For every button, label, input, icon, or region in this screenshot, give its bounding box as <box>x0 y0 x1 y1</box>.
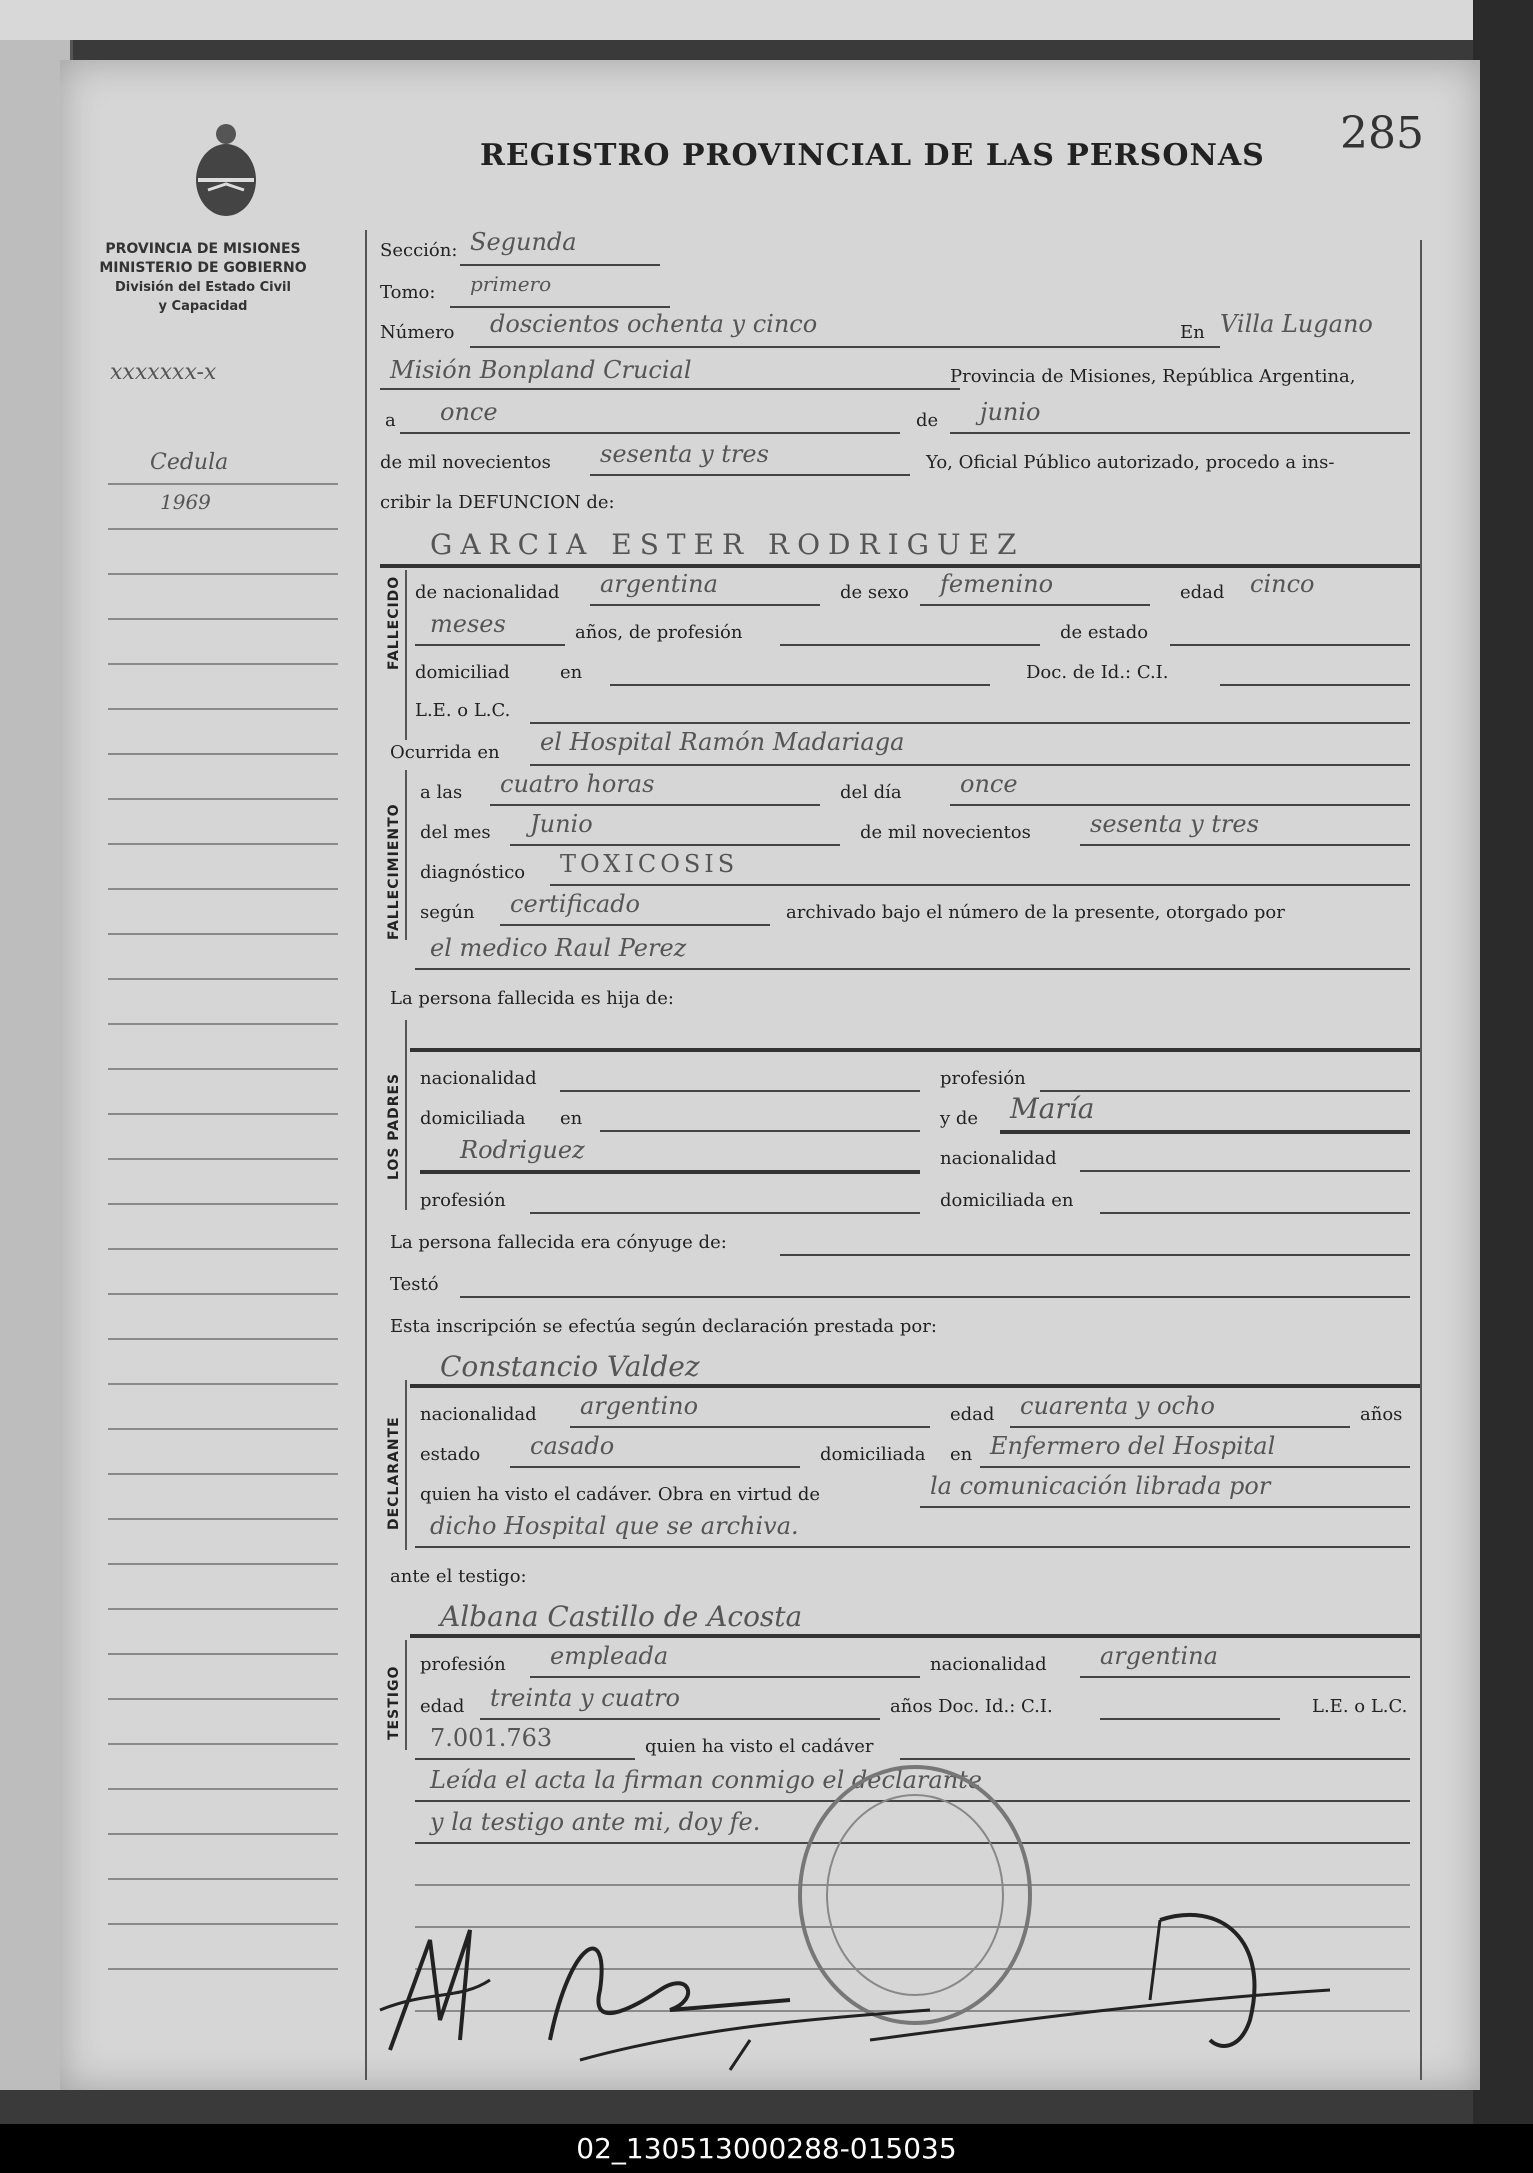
dia-underline <box>950 804 1410 806</box>
declarante-bracket <box>405 1380 407 1550</box>
a-label: a <box>385 410 396 431</box>
conyuge-underline <box>780 1254 1410 1256</box>
madre-surname-line <box>420 1170 920 1174</box>
fallecimiento-mil-label: de mil novecientos <box>860 822 1031 843</box>
numero-label: Número <box>380 322 455 343</box>
segun-label: según <box>420 902 475 923</box>
madre-value: María <box>1010 1092 1095 1125</box>
declarante-name-line <box>410 1384 1420 1388</box>
declarante-estado-value: casado <box>530 1432 615 1460</box>
fallecido-estado-underline <box>1170 644 1410 646</box>
madre-profesion-label: profesión <box>420 1190 506 1211</box>
page-number: 285 <box>1340 108 1424 159</box>
testigo-edad-underline <box>480 1718 880 1720</box>
de-underline <box>950 432 1410 434</box>
de-value: junio <box>980 398 1041 426</box>
testigo-section-label: TESTIGO <box>386 1665 402 1740</box>
fallecimiento-mil-underline <box>1080 844 1410 846</box>
horas-value: cuatro horas <box>500 770 655 798</box>
background-top <box>0 0 1533 40</box>
declarante-edad-label: edad <box>950 1404 995 1425</box>
fallecido-estado-label: de estado <box>1060 622 1149 643</box>
declarante-intro-text: Esta inscripción se efectúa según declaración prestada por: <box>390 1316 937 1337</box>
declarante-edad-underline <box>1010 1426 1350 1428</box>
horas-underline <box>490 804 820 806</box>
org-line-3: División del Estado Civil <box>115 280 291 295</box>
org-line-1: PROVINCIA DE MISIONES <box>105 241 301 257</box>
ocurrida-value: el Hospital Ramón Madariaga <box>540 728 905 756</box>
fallecido-name: GARCIA ESTER RODRIGUEZ <box>430 528 1025 561</box>
mes-label: del mes <box>420 822 491 843</box>
dia-value: once <box>960 770 1018 798</box>
testigo-profesion-underline <box>530 1676 920 1678</box>
fallecido-domiciliado-label: domiciliad <box>415 662 510 683</box>
declarante-nacionalidad-label: nacionalidad <box>420 1404 537 1425</box>
place-value: Misión Bonpland Crucial <box>390 356 692 384</box>
declarante-cadaver-text: quien ha visto el cadáver. Obra en virtud de <box>420 1484 821 1505</box>
testigo-doc-value-underline <box>415 1758 635 1760</box>
diagnostico-label: diagnóstico <box>420 862 526 883</box>
padre-domicilio-underline <box>600 1130 920 1132</box>
closing-line-2: y la testigo ante mi, doy fe. <box>430 1808 761 1836</box>
numero-value: doscientos ochenta y cinco <box>490 310 818 338</box>
diagnostico-value: TOXICOSIS <box>560 850 739 878</box>
fallecido-domicilio-underline <box>610 684 990 686</box>
book-binding <box>1473 0 1533 2173</box>
testigo-doc-underline <box>1100 1718 1280 1720</box>
en-label: En <box>1180 322 1205 343</box>
seccion-value: Segunda <box>470 228 577 256</box>
fallecido-nacionalidad-underline <box>590 604 820 606</box>
fallecido-le-underline <box>530 722 1410 724</box>
fallecido-section-label: FALLECIDO <box>386 575 402 670</box>
tomo-value: primero <box>470 272 552 296</box>
tomo-underline <box>450 306 670 308</box>
madre-value-2: Rodriguez <box>460 1136 585 1164</box>
declarante-section-label: DECLARANTE <box>386 1416 402 1530</box>
provincia-text: Provincia de Misiones, República Argentina, <box>950 366 1356 387</box>
fallecimiento-mil-value: sesenta y tres <box>1090 810 1259 838</box>
fallecido-nacionalidad-value: argentina <box>600 570 718 598</box>
fallecimiento-bracket <box>405 770 407 940</box>
padre-nacionalidad-label: nacionalidad <box>420 1068 537 1089</box>
place-underline <box>380 388 960 390</box>
madre-profesion-underline <box>530 1212 920 1214</box>
segun-underline <box>500 924 770 926</box>
declarante-edad-value: cuarenta y ocho <box>1020 1392 1215 1420</box>
fallecido-nacionalidad-label: de nacionalidad <box>415 582 560 603</box>
margin-note-1: xxxxxxx-x <box>110 360 217 385</box>
numero-underline <box>470 346 1220 348</box>
mil-label: de mil novecientos <box>380 452 551 473</box>
inscribir-text: cribir la DEFUNCION de: <box>380 492 615 513</box>
fallecido-edad-label: edad <box>1180 582 1225 603</box>
yde-label: y de <box>940 1108 979 1129</box>
testigo-anos-label: años Doc. Id.: C.I. <box>890 1696 1053 1717</box>
padres-intro-text: La persona fallecida es hija de: <box>390 988 674 1009</box>
testigo-intro-text: ante el testigo: <box>390 1566 527 1587</box>
testigo-bracket <box>405 1640 407 1750</box>
fallecido-profesion-underline <box>780 644 1040 646</box>
fallecido-anos-label: años, de profesión <box>575 622 743 643</box>
declarante-domiciliada-label: domiciliada <box>820 1444 926 1465</box>
declarante-estado-underline <box>510 1466 800 1468</box>
testigo-cadaver-text: quien ha visto el cadáver <box>645 1736 874 1757</box>
en-value: Villa Lugano <box>1220 310 1373 338</box>
fallecido-edad-value-2: meses <box>430 610 506 638</box>
testigo-edad-value: treinta y cuatro <box>490 1684 680 1712</box>
margin-note-2: Cedula <box>150 450 229 475</box>
fallecido-edad-underline <box>415 644 565 646</box>
diagnostico-underline <box>550 884 1410 886</box>
declarante-virtud-value-2: dicho Hospital que se archiva. <box>430 1512 799 1540</box>
margin-ruled-lines <box>108 440 338 1970</box>
register-page <box>60 60 1480 2090</box>
fallecido-le-label: L.E. o L.C. <box>415 700 511 721</box>
coat-of-arms-icon <box>188 120 264 220</box>
padre-en-label: en <box>560 1108 583 1129</box>
testo-underline <box>460 1296 1410 1298</box>
testo-label: Testó <box>390 1274 439 1295</box>
fallecido-name-line <box>380 564 1420 568</box>
issuing-authority <box>68 240 338 316</box>
de-label: de <box>916 410 939 431</box>
testigo-le-label: L.E. o L.C. <box>1312 1696 1408 1717</box>
margin-note-3: 1969 <box>160 490 211 514</box>
testigo-nacionalidad-underline <box>1080 1676 1410 1678</box>
ocurrida-underline <box>530 764 1410 766</box>
signatures-icon <box>370 1900 1370 2080</box>
fallecido-sexo-underline <box>920 604 1150 606</box>
madre-name-line <box>1000 1130 1410 1134</box>
testigo-name: Albana Castillo de Acosta <box>440 1600 803 1633</box>
a-value: once <box>440 398 498 426</box>
declarante-anos-label: años <box>1360 1404 1403 1425</box>
declarante-name: Constancio Valdez <box>440 1350 700 1383</box>
org-line-2: MINISTERIO DE GOBIERNO <box>99 260 307 276</box>
image-id-footer: 02_130513000288-015035 <box>0 2124 1533 2173</box>
madre-nacionalidad-label: nacionalidad <box>940 1148 1057 1169</box>
seccion-label: Sección: <box>380 240 458 261</box>
padres-bracket <box>405 1020 407 1210</box>
padre-profesion-label: profesión <box>940 1068 1026 1089</box>
declarante-nacionalidad-underline <box>570 1426 930 1428</box>
madre-domicilio-underline <box>1100 1212 1410 1214</box>
declarante-virtud-underline-2 <box>415 1546 1410 1548</box>
fallecido-sexo-value: femenino <box>940 570 1054 598</box>
padres-section-label: LOS PADRES <box>386 1072 402 1180</box>
conyuge-text: La persona fallecida era cónyuge de: <box>390 1232 727 1253</box>
declarante-virtud-underline <box>920 1506 1410 1508</box>
ocurrida-label: Ocurrida en <box>390 742 500 763</box>
padre-nacionalidad-underline <box>560 1090 920 1092</box>
fallecimiento-section-label: FALLECIMIENTO <box>386 803 402 940</box>
testigo-nacionalidad-label: nacionalidad <box>930 1654 1047 1675</box>
fallecido-edad-value: cinco <box>1250 570 1315 598</box>
page-title: REGISTRO PROVINCIAL DE LAS PERSONAS <box>480 138 1265 173</box>
testigo-profesion-label: profesión <box>420 1654 506 1675</box>
fallecido-en-label: en <box>560 662 583 683</box>
tomo-label: Tomo: <box>380 282 436 303</box>
archivado-text: archivado bajo el número de la presente, otorgado por <box>786 902 1285 923</box>
madre-domiciliada-label: domiciliada en <box>940 1190 1074 1211</box>
padre-profesion-underline <box>1040 1090 1410 1092</box>
declarante-nacionalidad-value: argentino <box>580 1392 699 1420</box>
column-divider <box>365 230 367 2080</box>
declarante-domicilio-underline <box>980 1466 1410 1468</box>
mes-underline <box>510 844 840 846</box>
mil-value: sesenta y tres <box>600 440 769 468</box>
fallecido-sexo-label: de sexo <box>840 582 909 603</box>
org-line-4: y Capacidad <box>158 299 248 314</box>
medico-underline <box>415 968 1410 970</box>
declarante-en-label: en <box>950 1444 973 1465</box>
horas-label: a las <box>420 782 463 803</box>
declarante-virtud-value: la comunicación librada por <box>930 1472 1271 1500</box>
testigo-nacionalidad-value: argentina <box>1100 1642 1218 1670</box>
testigo-edad-label: edad <box>420 1696 465 1717</box>
medico-value: el medico Raul Perez <box>430 934 687 962</box>
a-underline <box>400 432 900 434</box>
closing-line-1: Leída el acta la firman conmigo el declarante <box>430 1766 983 1794</box>
declarante-estado-label: estado <box>420 1444 481 1465</box>
fallecido-bracket <box>405 570 407 740</box>
fallecido-doc-label: Doc. de Id.: C.I. <box>1026 662 1169 683</box>
testigo-doc-value: 7.001.763 <box>430 1724 553 1752</box>
madre-nacionalidad-underline <box>1080 1170 1410 1172</box>
fallecido-doc-underline <box>1220 684 1410 686</box>
testigo-name-line <box>410 1634 1420 1638</box>
seccion-underline <box>460 264 660 266</box>
testigo-profesion-value: empleada <box>550 1642 669 1670</box>
segun-value: certificado <box>510 890 641 918</box>
declarante-domicilio-value: Enfermero del Hospital <box>990 1432 1276 1460</box>
oficial-text: Yo, Oficial Público autorizado, procedo a ins- <box>926 452 1335 473</box>
padres-name-line <box>410 1048 1420 1052</box>
right-border <box>1420 240 1422 2080</box>
mil-underline <box>590 474 910 476</box>
dia-label: del día <box>840 782 902 803</box>
padre-domiciliada-label: domiciliada <box>420 1108 526 1129</box>
mes-value: Junio <box>530 810 593 838</box>
